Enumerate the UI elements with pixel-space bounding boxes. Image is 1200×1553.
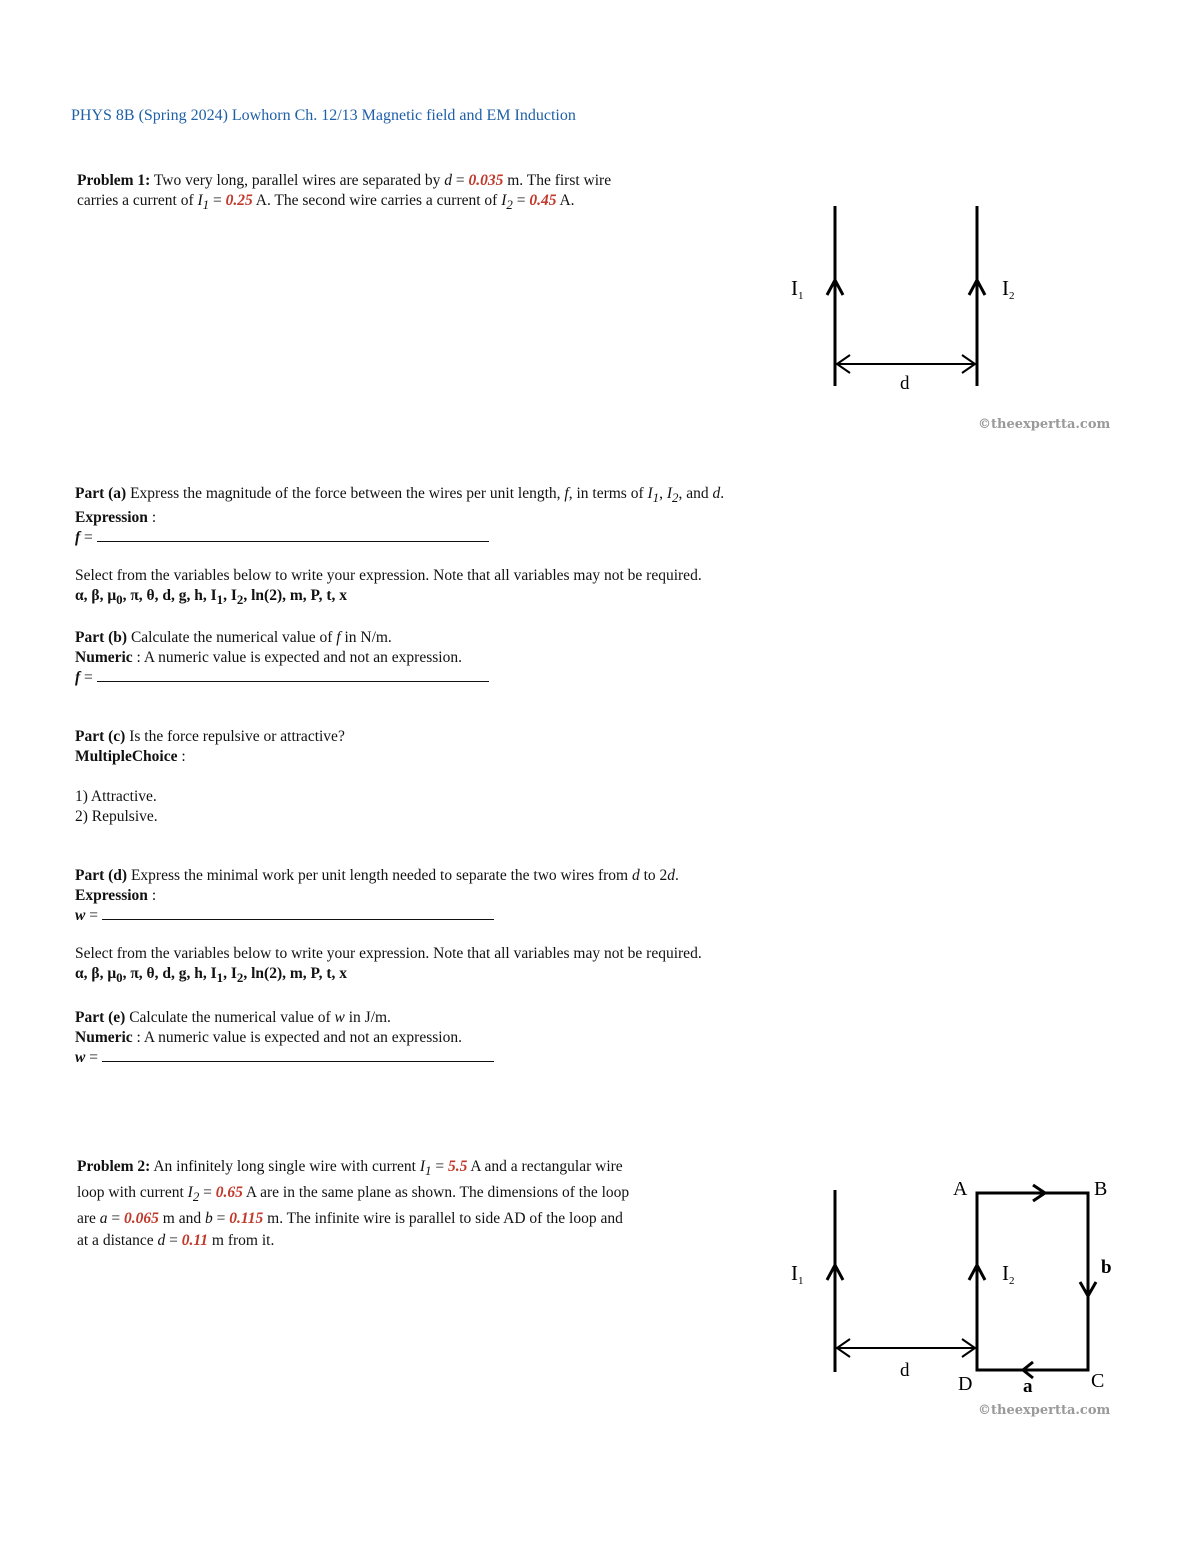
part-a (75, 484, 895, 610)
problem-2-label: Problem 2: (77, 1158, 151, 1175)
problem-1-text: carries a current of (77, 192, 198, 209)
label-i1: I1 (791, 276, 804, 302)
watermark: ©theexpertta.com (978, 1403, 1111, 1418)
equals: = (431, 1158, 448, 1175)
answer-type-desc: : A numeric value is expected and not an expression. (132, 649, 462, 666)
figure-parallel-wires (780, 200, 1140, 440)
var-f: f (336, 629, 341, 646)
equals: = (165, 1232, 182, 1250)
part-a-label: Part (a) (75, 485, 127, 502)
choice-option-2[interactable]: 2) Repulsive. (75, 808, 158, 825)
label-d: d (900, 1360, 910, 1381)
var-i2: I (666, 485, 673, 502)
var-i2: I (501, 192, 507, 209)
var-i1: I (197, 192, 203, 209)
select-note: Select from the variables below to write your expression. Note that all variables may not be required. (75, 567, 702, 585)
value-d: 0.11 (181, 1232, 209, 1250)
choice-option-1[interactable]: 1) Attractive. (75, 788, 157, 805)
vertex-d: D (958, 1373, 973, 1395)
answer-var: w (75, 1049, 86, 1066)
var-i2-sub: 2 (506, 197, 513, 213)
var-d: d (712, 485, 721, 502)
problem-2-text: m and (158, 1210, 205, 1228)
part-b (75, 628, 895, 688)
equals: = (107, 1210, 125, 1228)
label-b: b (1101, 1257, 1112, 1278)
part-c-label: Part (c) (75, 728, 126, 745)
variable-list: α, β, $\mu_0$, π, θ, d, g, h, $I_1$, $I_2$, ln(2), m, P, t, x (75, 965, 347, 986)
value-i1: 0.25 (225, 192, 253, 209)
label-d: d (900, 373, 910, 394)
answer-blank-d[interactable] (102, 907, 494, 920)
equals: = (85, 907, 102, 924)
part-c (75, 727, 895, 827)
var-i1: I (647, 485, 653, 502)
problem-2-statement (77, 1156, 737, 1252)
answer-type: Expression (75, 509, 148, 527)
problem-2-text: m from it. (208, 1232, 275, 1250)
label-i2: I2 (1002, 1261, 1015, 1287)
part-a-text: , in terms of (568, 485, 648, 502)
var-d: d (667, 867, 676, 884)
answer-type: Numeric (75, 1029, 133, 1046)
equals: = (451, 172, 469, 189)
answer-var: f (75, 529, 81, 547)
part-a-text: , and (678, 485, 713, 502)
problem-1-text: Two very long, parallel wires are separated by (150, 172, 445, 189)
problem-2-text: at a distance (77, 1232, 158, 1250)
part-b-text: in N/m. (340, 629, 392, 646)
part-d-text: Express the minimal work per unit length needed to separate the two wires from (127, 867, 632, 884)
answer-blank-e[interactable] (102, 1049, 494, 1062)
var-i1-sub: 1 (652, 490, 660, 506)
watermark: ©theexpertta.com (978, 417, 1111, 432)
answer-blank-b[interactable] (97, 669, 489, 682)
part-e (75, 1008, 895, 1068)
problem-1-text: m. The first wire (503, 172, 612, 189)
problem-2-text: A and a rectangular wire (467, 1158, 623, 1175)
var-a: a (99, 1210, 108, 1228)
equals: = (212, 1210, 230, 1228)
part-e-text: in J/m. (344, 1009, 391, 1026)
answer-type: Expression (75, 887, 148, 904)
value-i2: 0.45 (529, 192, 557, 209)
var-d: d (157, 1232, 166, 1250)
page-header: PHYS 8B (Spring 2024) Lowhorn Ch. 12/13 Magnetic field and EM Induction (71, 107, 576, 124)
equals: = (512, 192, 530, 209)
var-i1-sub: 1 (424, 1163, 432, 1179)
part-a-text: Express the magnitude of the force between the wires per unit length, (126, 485, 565, 502)
part-e-text: Calculate the numerical value of (125, 1009, 335, 1026)
answer-type: Numeric (75, 649, 133, 666)
equals: = (80, 669, 97, 686)
part-b-label: Part (b) (75, 629, 128, 646)
comma: , (659, 485, 667, 502)
problem-1-text: A. The second wire carries a current of (252, 192, 502, 209)
part-e-label: Part (e) (75, 1009, 126, 1026)
answer-type-colon: : (147, 509, 157, 527)
answer-var: f (75, 669, 81, 686)
part-d (75, 866, 895, 988)
value-i2: 0.65 (215, 1184, 243, 1202)
part-a-text: . (720, 485, 725, 502)
select-note: Select from the variables below to write your expression. Note that all variables may not be required. (75, 945, 702, 962)
var-d: d (631, 867, 640, 884)
problem-2-text: are (77, 1210, 100, 1228)
problem-1-text: A. (556, 192, 575, 209)
answer-var: w (75, 907, 86, 924)
var-b: b (204, 1210, 213, 1228)
part-d-text: to 2 (639, 867, 668, 884)
problem-1-statement (77, 171, 717, 215)
part-d-label: Part (d) (75, 867, 128, 884)
figure-wire-and-loop (780, 1170, 1140, 1430)
problem-2-text: An infinitely long single wire with current (150, 1158, 420, 1175)
equals: = (209, 192, 226, 209)
equals: = (85, 1049, 102, 1066)
answer-type-colon: : (147, 887, 157, 904)
vertex-c: C (1091, 1370, 1105, 1392)
problem-2-text: m. The infinite wire is parallel to side AD of the loop and (263, 1210, 623, 1228)
label-i1: I1 (791, 1261, 804, 1287)
answer-type: MultipleChoice (75, 748, 178, 765)
var-i2-sub: 2 (192, 1189, 200, 1205)
equals: = (199, 1184, 216, 1202)
answer-type-colon: : (177, 748, 186, 765)
value-a: 0.065 (124, 1210, 159, 1228)
var-d: d (444, 172, 452, 189)
answer-blank-a[interactable] (97, 529, 489, 542)
value-d: 0.035 (468, 172, 504, 189)
var-i1: I (419, 1158, 425, 1175)
var-w: w (334, 1009, 345, 1026)
value-b: 0.115 (229, 1210, 264, 1228)
problem-2-text: A are in the same plane as shown. The dimensions of the loop (242, 1184, 630, 1202)
var-i2-sub: 2 (672, 490, 679, 506)
variable-list: α, β, $\mu_0$, π, θ, d, g, h, $I_1$, $I_2$, ln(2), m, P, t, x (75, 587, 347, 608)
var-i1-sub: 1 (202, 197, 210, 213)
rectangular-loop (977, 1193, 1088, 1370)
answer-type-desc: : A numeric value is expected and not an expression. (132, 1029, 462, 1046)
vertex-b: B (1094, 1178, 1108, 1200)
label-i2: I2 (1002, 276, 1015, 302)
equals: = (80, 529, 97, 547)
value-i1: 5.5 (447, 1158, 468, 1175)
problem-1-label: Problem 1: (77, 172, 151, 189)
part-d-text: . (675, 867, 679, 884)
part-b-text: Calculate the numerical value of (127, 629, 337, 646)
var-f: f (564, 485, 569, 502)
part-c-text: Is the force repulsive or attractive? (125, 728, 345, 745)
label-a: a (1023, 1376, 1033, 1397)
problem-2-text: loop with current (77, 1184, 188, 1202)
vertex-a: A (953, 1178, 968, 1200)
var-i2: I (187, 1184, 193, 1202)
